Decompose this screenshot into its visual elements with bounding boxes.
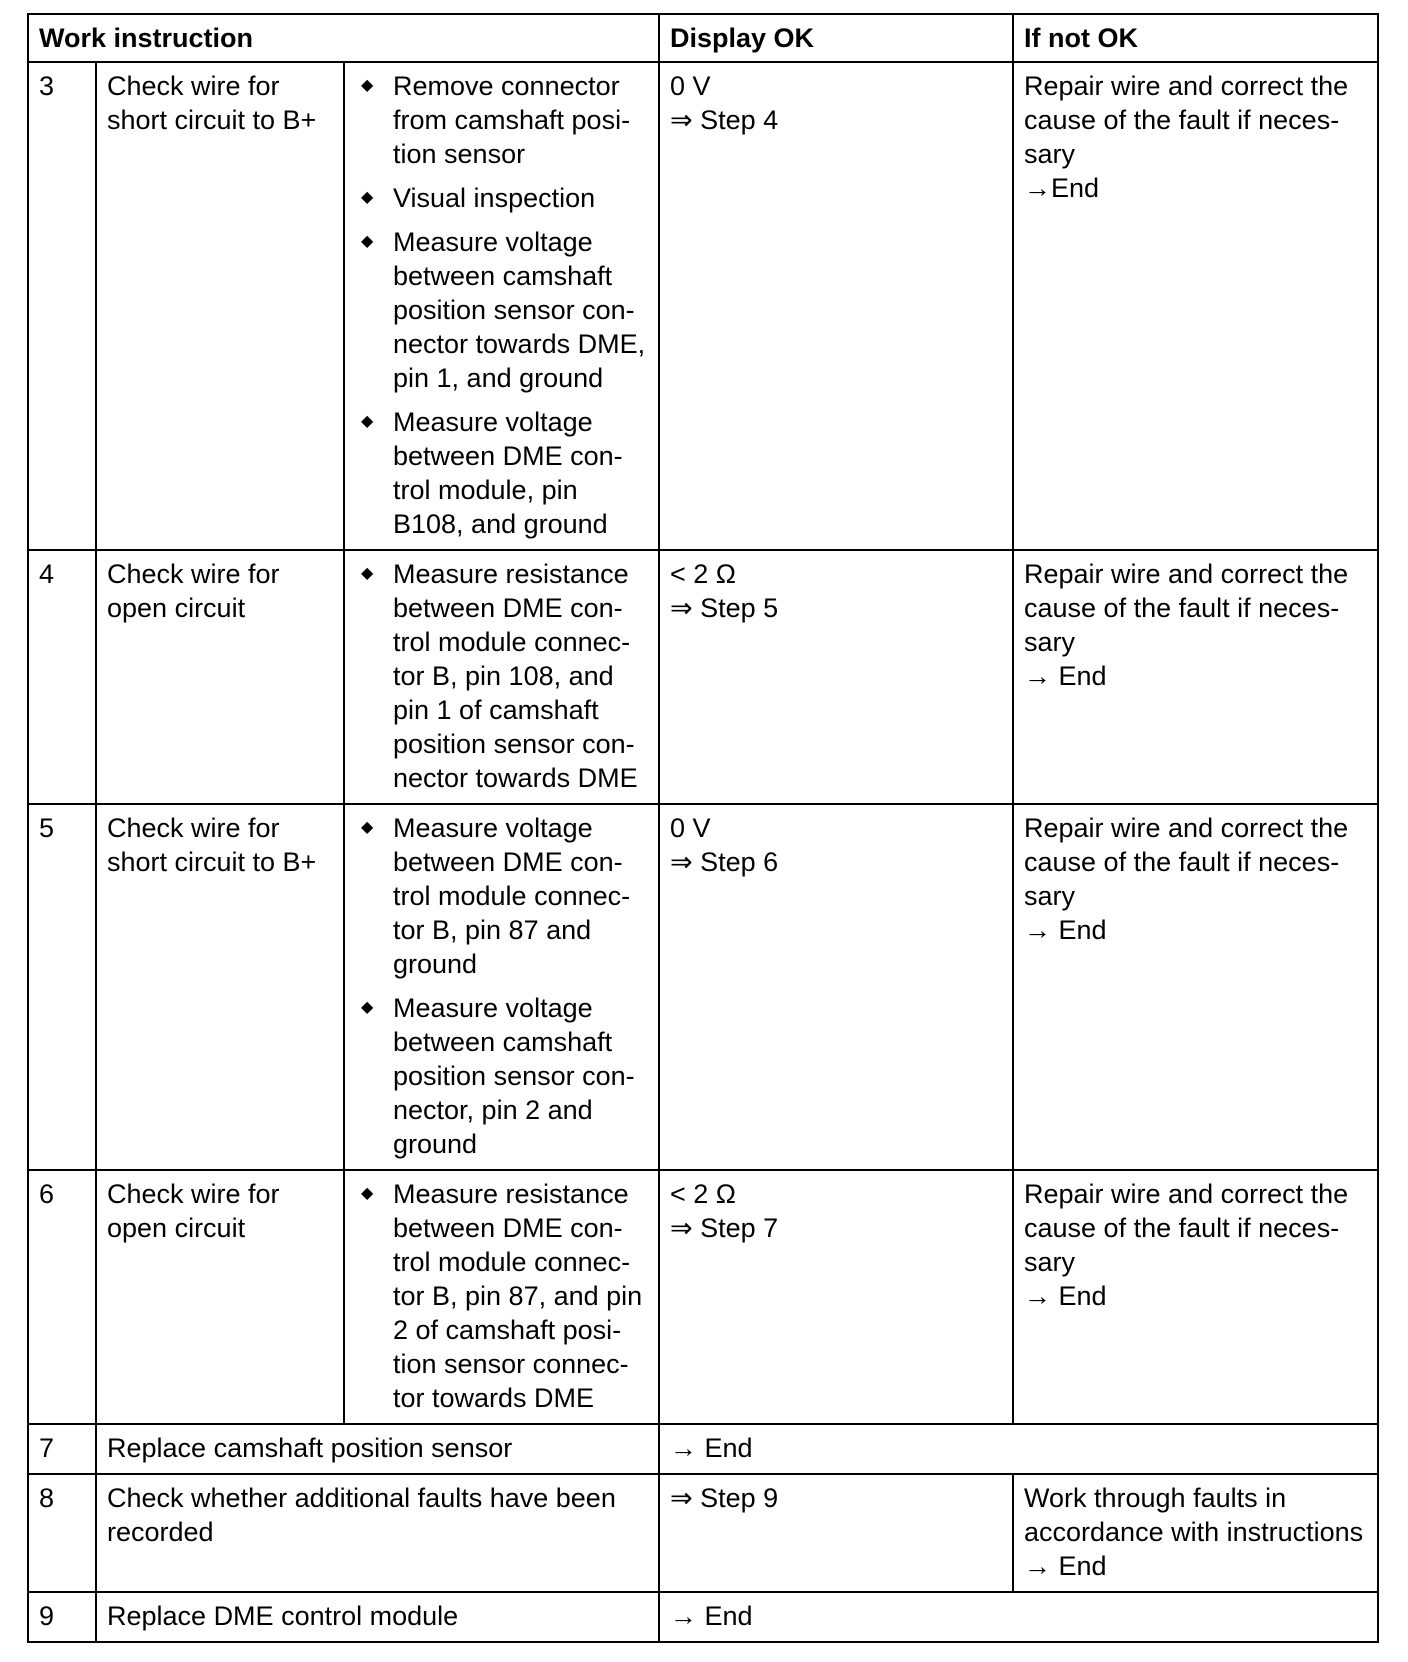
if-not-ok-action-line: sary (1024, 627, 1076, 657)
display-ok-result-line: 0 V (670, 71, 711, 101)
procedure-line: Measure voltage (393, 227, 593, 257)
table-row (28, 1474, 1378, 1592)
display-ok-result (659, 62, 1013, 550)
if-not-ok-action (1013, 804, 1378, 1170)
diamond-bullet-icon: ◆ (361, 233, 374, 250)
display-ok-result (659, 804, 1013, 1170)
list-item (355, 991, 648, 1161)
if-not-ok-action (1013, 1474, 1378, 1592)
if-not-ok-action (1013, 62, 1378, 550)
procedure-line: Measure voltage (393, 407, 593, 437)
procedure-line: tor towards DME (393, 1383, 595, 1413)
if-not-ok-action-line: cause of the fault if neces- (1024, 1213, 1340, 1243)
if-not-ok-action-line: accordance with instructions (1024, 1517, 1364, 1547)
if-not-ok-action-line: Repair wire and correct the (1024, 1179, 1349, 1209)
display-ok-result-line: < 2 Ω (670, 1179, 736, 1209)
list-item (355, 1177, 648, 1415)
procedure-line: ground (393, 949, 478, 979)
procedure-line: trol module connec- (393, 1247, 631, 1277)
procedure-line: Measure resistance (393, 559, 629, 589)
result: → End (659, 1592, 1378, 1642)
diamond-bullet-icon: ◆ (361, 189, 374, 206)
if-not-ok-action-line: Repair wire and correct the (1024, 559, 1349, 589)
procedure-line: tion sensor connec- (393, 1349, 629, 1379)
procedure-list (355, 557, 648, 795)
check-description-line: open circuit (107, 1213, 246, 1243)
display-ok-result-line: ⇒ Step 4 (670, 105, 779, 135)
list-item (355, 181, 648, 215)
diamond-bullet-icon: ◆ (361, 1185, 374, 1202)
procedure-line: nector towards DME, (393, 329, 646, 359)
if-not-ok-action-line: Repair wire and correct the (1024, 813, 1349, 843)
procedure-line: tor B, pin 108, and (393, 661, 614, 691)
step-number: 5 (28, 804, 96, 1170)
procedure-line: position sensor con- (393, 729, 635, 759)
display-ok-result: ⇒ Step 9 (659, 1474, 1013, 1592)
if-not-ok-action-line: cause of the fault if neces- (1024, 847, 1340, 877)
procedure-line: pin 1 of camshaft (393, 695, 599, 725)
procedure-line: Measure voltage (393, 813, 593, 843)
check-description-line: open circuit (107, 593, 246, 623)
if-not-ok-action (1013, 550, 1378, 804)
if-not-ok-action-line: → End (1024, 661, 1107, 691)
procedure-line: between DME con- (393, 1213, 623, 1243)
instruction: Replace camshaft position sensor (96, 1424, 659, 1474)
instruction-line: recorded (107, 1517, 214, 1547)
if-not-ok-action-line: → End (1024, 1551, 1107, 1581)
procedure-list (355, 69, 648, 541)
list-item (355, 69, 648, 171)
procedure-list (355, 811, 648, 1161)
check-description (96, 550, 344, 804)
header-if-not-ok: If not OK (1013, 14, 1378, 62)
table-row (28, 550, 1378, 804)
step-number: 6 (28, 1170, 96, 1424)
check-description (96, 62, 344, 550)
procedure-line: Visual inspection (393, 183, 596, 213)
display-ok-result-line: ⇒ Step 5 (670, 593, 779, 623)
diamond-bullet-icon: ◆ (361, 999, 374, 1016)
if-not-ok-action-line: Repair wire and correct the (1024, 71, 1349, 101)
if-not-ok-action-line: →End (1024, 173, 1100, 203)
header-work-instruction: Work instruction (28, 14, 659, 62)
procedure-line: Measure resistance (393, 1179, 629, 1209)
procedure-line: trol module connec- (393, 881, 631, 911)
result: → End (659, 1424, 1378, 1474)
check-description (96, 1170, 344, 1424)
check-description-line: Check wire for (107, 813, 280, 843)
procedure-line: between DME con- (393, 593, 623, 623)
step-number: 4 (28, 550, 96, 804)
procedure-line: between DME con- (393, 441, 623, 471)
instruction (96, 1474, 659, 1592)
procedure-line: Remove connector (393, 71, 620, 101)
list-item (355, 225, 648, 395)
display-ok-result (659, 1170, 1013, 1424)
if-not-ok-action-line: sary (1024, 881, 1076, 911)
if-not-ok-action-line: cause of the fault if neces- (1024, 593, 1340, 623)
header-display-ok: Display OK (659, 14, 1013, 62)
instruction-line: Check whether additional faults have been (107, 1483, 616, 1513)
display-ok-result (659, 550, 1013, 804)
table-row (28, 1592, 1378, 1642)
work-instruction-table (27, 13, 1379, 1643)
if-not-ok-action-line: sary (1024, 1247, 1076, 1277)
if-not-ok-action (1013, 1170, 1378, 1424)
procedure-line: B108, and ground (393, 509, 608, 539)
check-description-line: Check wire for (107, 559, 280, 589)
display-ok-result-line: < 2 Ω (670, 559, 736, 589)
diamond-bullet-icon: ◆ (361, 413, 374, 430)
procedure-line: trol module connec- (393, 627, 631, 657)
procedure-line: nector towards DME (393, 763, 638, 793)
procedure-line: tion sensor (393, 139, 526, 169)
list-item (355, 557, 648, 795)
procedure-line: trol module, pin (393, 475, 578, 505)
step-number: 9 (28, 1592, 96, 1642)
table-header-row (28, 14, 1378, 62)
check-description-line: Check wire for (107, 71, 280, 101)
table-row (28, 62, 1378, 550)
procedure-line: between camshaft (393, 1027, 613, 1057)
display-ok-result-line: ⇒ Step 7 (670, 1213, 779, 1243)
procedure-line: between camshaft (393, 261, 613, 291)
procedure-line: nector, pin 2 and (393, 1095, 593, 1125)
check-description-line: short circuit to B+ (107, 847, 317, 877)
procedure-steps (344, 550, 659, 804)
procedure-line: tor B, pin 87, and pin (393, 1281, 643, 1311)
instruction: Replace DME control module (96, 1592, 659, 1642)
diamond-bullet-icon: ◆ (361, 77, 374, 94)
procedure-line: ground (393, 1129, 478, 1159)
diamond-bullet-icon: ◆ (361, 565, 374, 582)
procedure-steps (344, 804, 659, 1170)
list-item (355, 405, 648, 541)
procedure-line: position sensor con- (393, 1061, 635, 1091)
procedure-line: pin 1, and ground (393, 363, 604, 393)
table-row (28, 804, 1378, 1170)
procedure-line: position sensor con- (393, 295, 635, 325)
diamond-bullet-icon: ◆ (361, 819, 374, 836)
procedure-line: Measure voltage (393, 993, 593, 1023)
procedure-steps (344, 1170, 659, 1424)
step-number: 3 (28, 62, 96, 550)
step-number: 7 (28, 1424, 96, 1474)
procedure-line: from camshaft posi- (393, 105, 631, 135)
if-not-ok-action-line: → End (1024, 915, 1107, 945)
if-not-ok-action-line: → End (1024, 1281, 1107, 1311)
display-ok-result-line: 0 V (670, 813, 711, 843)
procedure-list (355, 1177, 648, 1415)
check-description (96, 804, 344, 1170)
table-row (28, 1424, 1378, 1474)
if-not-ok-action-line: cause of the fault if neces- (1024, 105, 1340, 135)
procedure-line: 2 of camshaft posi- (393, 1315, 622, 1345)
check-description-line: short circuit to B+ (107, 105, 317, 135)
list-item (355, 811, 648, 981)
procedure-line: tor B, pin 87 and (393, 915, 592, 945)
step-number: 8 (28, 1474, 96, 1592)
check-description-line: Check wire for (107, 1179, 280, 1209)
display-ok-result-line: ⇒ Step 6 (670, 847, 779, 877)
if-not-ok-action-line: Work through faults in (1024, 1483, 1287, 1513)
table-row (28, 1170, 1378, 1424)
procedure-steps (344, 62, 659, 550)
if-not-ok-action-line: sary (1024, 139, 1076, 169)
procedure-line: between DME con- (393, 847, 623, 877)
